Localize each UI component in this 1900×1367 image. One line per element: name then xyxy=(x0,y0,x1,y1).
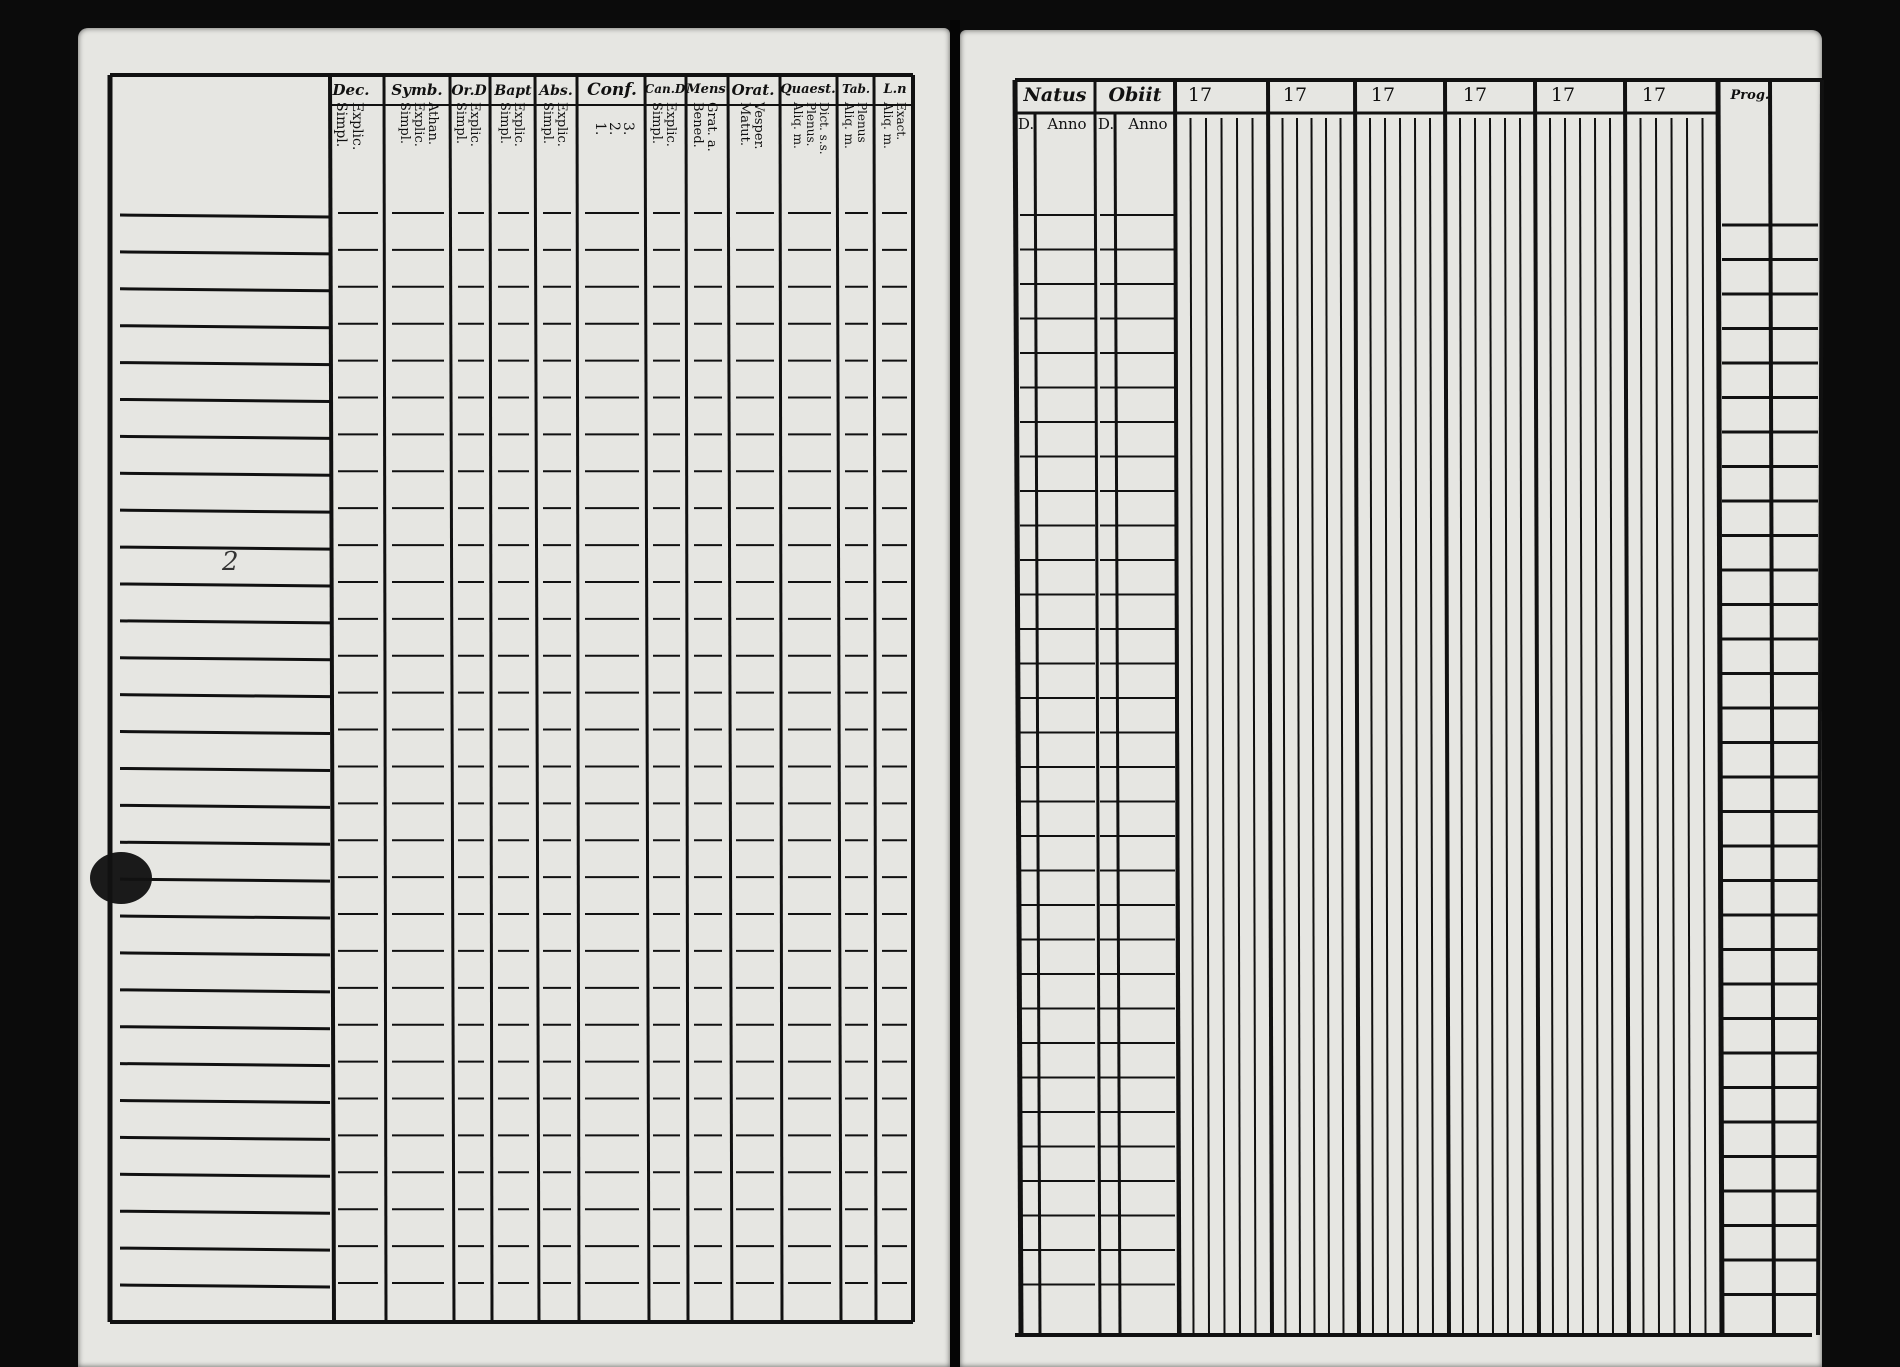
left-name-row-rule xyxy=(120,1248,330,1250)
right-year-subcolumn-rule xyxy=(1430,118,1433,1335)
left-name-row-rule xyxy=(120,695,330,697)
sub-mens-2: Bened. xyxy=(690,102,705,148)
sub-tab-2: Aliq. m. xyxy=(842,102,856,149)
sub-symb-1: Athan. xyxy=(425,102,440,146)
right-year-subcolumn-rule xyxy=(1326,118,1329,1335)
left-name-row-rule xyxy=(120,252,330,254)
left-name-row-rule xyxy=(120,326,330,328)
sub-quaest-3: Aliq. m. xyxy=(791,102,805,149)
sub-conf-3: 1. xyxy=(592,122,608,136)
right-year-subcolumn-rule xyxy=(1641,118,1644,1335)
right-year-subcolumn-rule xyxy=(1237,118,1240,1335)
right-year-block-rule xyxy=(1175,80,1179,1335)
sub-symb-2: Explic. xyxy=(411,102,426,147)
right-border-right xyxy=(1818,80,1822,1335)
year-header-3: 17 xyxy=(1370,84,1396,106)
header-mens: Mens xyxy=(686,82,726,97)
left-column-rule xyxy=(450,75,454,1322)
sub-conf-2: 2. xyxy=(606,122,622,136)
right-year-subcolumn-rule xyxy=(1191,118,1194,1335)
left-name-row-rule xyxy=(120,768,330,770)
header-abs: Abs. xyxy=(539,83,573,99)
right-year-subcolumn-rule xyxy=(1672,118,1675,1335)
header-dec: Dec. xyxy=(332,81,370,99)
left-name-row-rule xyxy=(120,399,330,401)
sub-obiit-year: Anno xyxy=(1128,115,1168,133)
header-cand: Can.D xyxy=(644,82,686,96)
left-name-row-rule xyxy=(120,1211,330,1213)
left-name-row-rule xyxy=(120,1064,330,1066)
left-name-row-rule xyxy=(120,436,330,438)
left-name-row-rule xyxy=(120,510,330,512)
header-symb: Symb. xyxy=(391,81,443,99)
left-name-row-rule xyxy=(120,1285,330,1287)
header-conf: Conf. xyxy=(587,80,637,100)
sub-conf-1: 3. xyxy=(620,122,636,136)
header-ord: Or.D xyxy=(451,83,487,99)
right-year-subcolumn-rule xyxy=(1703,118,1706,1335)
sub-bapt-2: Simpl. xyxy=(497,102,512,145)
left-column-rule xyxy=(645,75,649,1322)
left-name-row-rule xyxy=(120,732,330,734)
right-year-subcolumn-rule xyxy=(1550,118,1553,1335)
right-year-subcolumn-rule xyxy=(1385,118,1388,1335)
left-name-row-rule xyxy=(120,953,330,955)
left-name-row-rule xyxy=(120,473,330,475)
left-column-rule xyxy=(728,75,732,1322)
left-column-rule xyxy=(490,75,492,1322)
margin-note: 2 xyxy=(222,547,239,577)
header-quaest: Quaest. xyxy=(780,82,836,97)
right-year-block-rule xyxy=(1718,80,1722,1335)
header-tab: Tab. xyxy=(841,82,871,96)
sub-orat-2: Matut. xyxy=(737,102,752,147)
right-year-subcolumn-rule xyxy=(1687,118,1690,1335)
sub-quaest-1: Dict. s.s. xyxy=(817,102,831,155)
sub-cand-2: Simpl. xyxy=(649,102,664,145)
left-name-row-rule xyxy=(120,1137,330,1139)
left-column-rule xyxy=(874,75,876,1322)
header-orat: Orat. xyxy=(731,81,775,99)
left-name-row-rule xyxy=(120,621,330,623)
sub-mens-1: Grat. a. xyxy=(704,102,719,152)
left-column-rule xyxy=(330,75,334,1322)
right-year-subcolumn-rule xyxy=(1400,118,1403,1335)
sub-natus-year: Anno xyxy=(1047,115,1087,133)
left-name-row-rule xyxy=(120,1027,330,1029)
left-name-row-rule xyxy=(120,879,330,881)
right-year-subcolumn-rule xyxy=(1490,118,1493,1335)
right-year-block-rule xyxy=(1535,80,1539,1335)
right-year-subcolumn-rule xyxy=(1475,118,1478,1335)
sub-abs-2: Simpl. xyxy=(540,102,555,145)
right-year-block-rule xyxy=(1625,80,1629,1335)
sub-natus-day: D. xyxy=(1017,115,1035,133)
sub-quaest-2: Plenus. xyxy=(804,102,818,147)
left-register-table xyxy=(110,75,913,1322)
right-year-subcolumn-rule xyxy=(1595,118,1598,1335)
right-year-subcolumn-rule xyxy=(1505,118,1508,1335)
left-column-rule xyxy=(780,75,782,1322)
sub-ln-1: Exact. xyxy=(894,102,908,141)
header-cut-off: Prog. xyxy=(1730,88,1770,103)
right-year-subcolumn-rule xyxy=(1656,118,1659,1335)
sub-ln-2: Aliq. m. xyxy=(881,102,895,149)
left-column-rule xyxy=(686,75,688,1322)
header-natus: Natus xyxy=(1023,84,1087,106)
sub-abs-1: Explic. xyxy=(554,102,569,147)
sub-dec-2: Simpl. xyxy=(333,102,349,148)
left-column-rule xyxy=(535,75,539,1322)
right-year-block-rule xyxy=(1445,80,1449,1335)
right-year-subcolumn-rule xyxy=(1283,118,1286,1335)
sub-obiit-day: D. xyxy=(1097,115,1115,133)
right-year-subcolumn-rule xyxy=(1565,118,1568,1335)
right-year-subcolumn-rule xyxy=(1206,118,1209,1335)
header-bapt: Bapt xyxy=(494,83,532,99)
year-header-1: 17 xyxy=(1187,84,1213,106)
right-date-column-rule xyxy=(1095,113,1100,1335)
left-name-row-rule xyxy=(120,658,330,660)
left-name-row-rule xyxy=(120,1101,330,1103)
left-name-row-rule xyxy=(120,584,330,586)
right-year-subcolumn-rule xyxy=(1520,118,1523,1335)
left-name-row-rule xyxy=(120,916,330,918)
right-register-table xyxy=(1015,80,1822,1335)
left-header-row xyxy=(332,80,907,100)
header-ln: L.n xyxy=(883,82,907,97)
right-year-subcolumn-rule xyxy=(1253,118,1256,1335)
sub-symb-3: Simpl. xyxy=(397,102,412,145)
left-column-rule xyxy=(577,75,579,1322)
year-header-5: 17 xyxy=(1550,84,1576,106)
right-year-subcolumn-rule xyxy=(1341,118,1344,1335)
right-year-subcolumn-rule xyxy=(1312,118,1315,1335)
left-column-rule xyxy=(384,75,386,1322)
right-year-subcolumn-rule xyxy=(1610,118,1613,1335)
sub-bapt-1: Explic. xyxy=(511,102,526,147)
left-name-row-rule xyxy=(120,215,330,217)
left-column-rule xyxy=(837,75,841,1322)
left-name-row-rule xyxy=(120,363,330,365)
header-obiit: Obiit xyxy=(1108,84,1162,106)
right-year-subcolumn-rule xyxy=(1580,118,1583,1335)
right-date-column-rule xyxy=(1115,113,1120,1335)
right-year-subcolumn-rule xyxy=(1460,118,1463,1335)
right-year-subcolumn-rule xyxy=(1415,118,1418,1335)
sub-ord-1: Explic. xyxy=(467,102,482,147)
year-header-6: 17 xyxy=(1641,84,1667,106)
right-year-subcolumn-rule xyxy=(1297,118,1300,1335)
year-header-4: 17 xyxy=(1462,84,1488,106)
left-subheader-row xyxy=(333,101,908,155)
left-name-row-rule xyxy=(120,1174,330,1176)
sub-ord-2: Simpl. xyxy=(453,102,468,145)
right-year-subcolumn-rule xyxy=(1222,118,1225,1335)
sub-tab-1: Plenus xyxy=(855,102,869,143)
sub-orat-1: Vesper. xyxy=(751,102,766,150)
left-name-row-rule xyxy=(120,842,330,844)
left-name-row-rule xyxy=(120,990,330,992)
right-year-subcolumn-rule xyxy=(1370,118,1373,1335)
left-name-row-rule xyxy=(120,805,330,807)
right-year-block-rule xyxy=(1355,80,1359,1335)
right-year-block-rule xyxy=(1268,80,1272,1335)
year-header-2: 17 xyxy=(1282,84,1308,106)
sub-cand-1: Explic. xyxy=(663,102,678,147)
right-date-column-rule xyxy=(1035,113,1040,1335)
sub-dec-1: Explic. xyxy=(349,102,365,151)
left-name-row-rule xyxy=(120,289,330,291)
